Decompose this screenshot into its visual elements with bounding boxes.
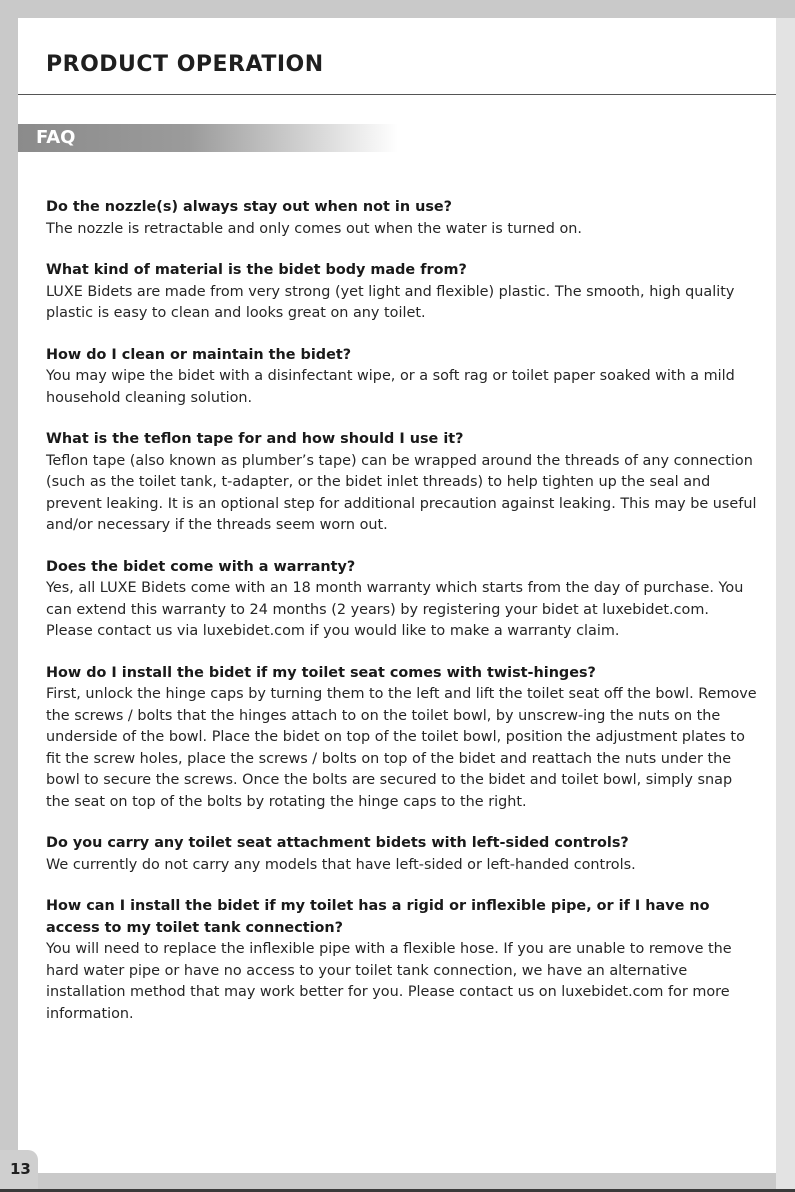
faq-item — [46, 345, 758, 410]
faq-question: How can I install the bidet if my toilet has a rigid or inflexible pipe, or if I have no access to my toilet tank connection? — [46, 898, 710, 936]
faq-item — [46, 260, 758, 325]
page-title: PRODUCT OPERATION — [46, 52, 324, 77]
faq-answer: The nozzle is retractable and only comes out when the water is turned on. — [46, 220, 582, 237]
faq-answer: You may wipe the bidet with a disinfectant wipe, or a soft rag or toilet paper soaked with a mild household cleaning solution. — [46, 368, 735, 406]
page-number-tab — [0, 1150, 38, 1189]
faq-question: Does the bidet come with a warranty? — [46, 558, 356, 575]
faq-question: Do you carry any toilet seat attachment bidets with left-sided controls? — [46, 835, 629, 851]
faq-answer: You will need to replace the inflexible pipe with a flexible hose. If you are unable to remove the hard water pipe or have no access to your toilet tank connection, we have an alternative installation method that may work better for you. Please contact us on luxebidet.com for more information. — [46, 941, 732, 1022]
title-divider — [18, 94, 776, 95]
section-label: FAQ — [36, 127, 76, 148]
faq-item — [46, 896, 758, 1025]
faq-list — [46, 197, 758, 1045]
faq-question: What kind of material is the bidet body made from? — [46, 262, 467, 278]
page-number: 13 — [10, 1160, 31, 1178]
faq-item — [46, 197, 758, 240]
faq-question: What is the teflon tape for and how should I use it? — [46, 431, 464, 447]
faq-answer: We currently do not carry any models that have left-sided or left-handed controls. — [46, 856, 636, 873]
faq-answer: Yes, all LUXE Bidets come with an 18 month warranty which starts from the day of purchase. You can extend this warranty to 24 months (2 years) by registering your bidet at luxebidet.com. Please contact us via luxebidet.com if you would like to make a warranty claim. — [46, 580, 744, 639]
faq-question: How do I clean or maintain the bidet? — [46, 346, 352, 363]
faq-item — [46, 557, 758, 643]
faq-answer: LUXE Bidets are made from very strong (yet light and flexible) plastic. The smooth, high quality plastic is easy to clean and looks great on any toilet. — [46, 283, 735, 321]
faq-question: Do the nozzle(s) always stay out when not in use? — [46, 199, 453, 215]
faq-item — [46, 833, 758, 876]
faq-item — [46, 429, 758, 537]
page-edge — [776, 18, 795, 1192]
faq-answer: First, unlock the hinge caps by turning them to the left and lift the toilet seat off the bowl. Remove the screws / bolts that the hinges attach to on the toilet bowl, by unscrew-ing the nuts on the underside of the bowl. Place the bidet on top of the toilet bowl, position the adjustment plates to fit the screw holes, place the screws / bolts on top of the bidet and reattach the nuts under the bowl to secure the screws. Once the bolts are secured to the bidet and toilet bowl, simply snap the seat on top of the bolts by rotating the hinge caps to the right. — [46, 686, 757, 810]
section-banner — [18, 124, 398, 152]
faq-answer: Teflon tape (also known as plumber’s tape) can be wrapped around the threads of any connection (such as the toilet tank, t-adapter, or the bidet inlet threads) to help tighten up the seal and prevent leaking. It is an optional step for additional precaution against leaking. This may be useful and/or necessary if the threads seem worn out. — [46, 452, 757, 533]
faq-question: How do I install the bidet if my toilet seat comes with twist-hinges? — [46, 664, 596, 681]
faq-item — [46, 663, 758, 814]
